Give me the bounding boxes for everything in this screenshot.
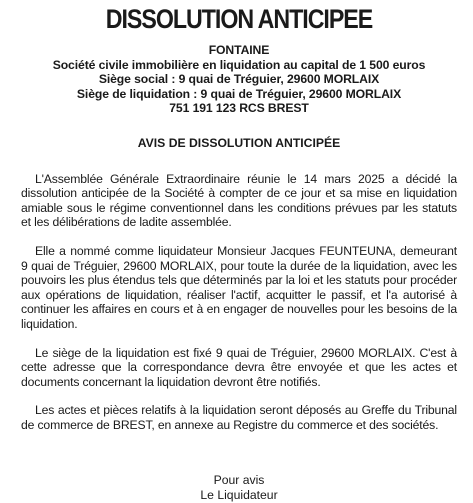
signature-block (21, 473, 457, 502)
signature-line-2: Le Liquidateur (200, 488, 278, 503)
notice-headline: DISSOLUTION ANTICIPEE (105, 4, 373, 34)
paragraph-dissolution: L'Assemblée Générale Extraordinaire réunie le 14 mars 2025 a décidé la dissolution anticipée de la Société à compter de ce jour et sa mise en liquidation amiable sous le régime conventionnel dans les conditions prévues par les statuts et les délibérations de ladite assemblée. (21, 171, 457, 230)
paragraph-liquidation-office: Le siège de la liquidation est fixé 9 quai de Tréguier, 29600 MORLAIX. C'est à cette adresse que la correspondance devra être envoyée et que les actes et documents concernant la liquidation devront être notifiés. (21, 345, 457, 389)
company-rcs: 751 191 123 RCS BREST (169, 101, 309, 116)
company-block (21, 43, 457, 116)
company-registered-office: Siège social : 9 quai de Tréguier, 29600 MORLAIX (98, 72, 380, 87)
company-legal-form: Société civile immobilière en liquidation au capital de 1 500 euros (52, 57, 426, 72)
notice-title: AVIS DE DISSOLUTION ANTICIPÉE (137, 135, 341, 150)
signature-line-1: Pour avis (213, 473, 265, 488)
paragraph-liquidator: Elle a nommé comme liquidateur Monsieur Jacques FEUNTEUNA, demeurant 9 quai de Tréguier, 29600 MORLAIX, pour toute la durée de la liquidation, avec les pouvoirs les plus étendus tels que déterminés par la loi et les statuts pour procéder aux opérations de liquidation, réaliser l'actif, acquitter le passif, et l'a autorisé à continuer les affaires en cours et à en engager de nouvelles pour les besoins de la liquidation. (21, 243, 457, 331)
company-liquidation-office: Siège de liquidation : 9 quai de Tréguier, 29600 MORLAIX (76, 86, 402, 101)
paragraph-filing: Les actes et pièces relatifs à la liquidation seront déposés au Greffe du Tribunal de commerce de BREST, en annexe au Registre du commerce et des sociétés. (21, 403, 457, 432)
company-name: FONTAINE (208, 43, 270, 57)
